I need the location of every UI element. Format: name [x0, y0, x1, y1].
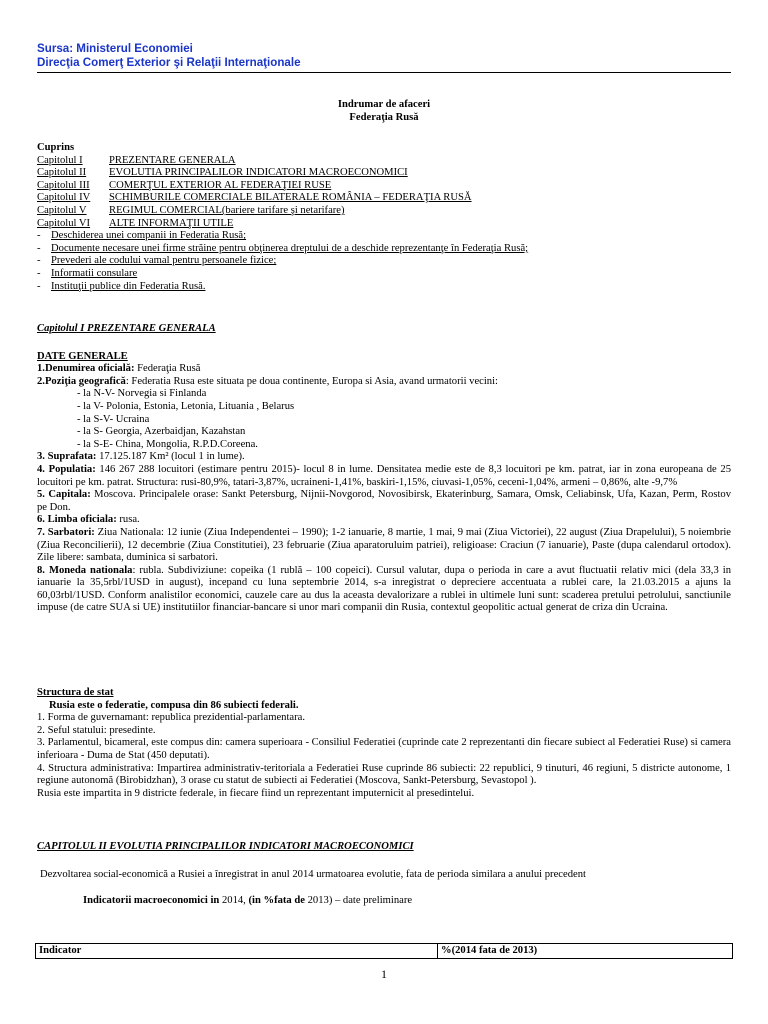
document-title [37, 99, 731, 124]
source-line: Sursa: Ministerul Economiei [37, 42, 193, 55]
chapter-1 [37, 323, 731, 615]
population: 4. Populatia: 146 267 288 locuitori (estimare pentru 2015)- locul 8 in lume. Densitatea medie este de 8,3 locuitori pe km. patrat, iar in zona europeana de 25 locuitori pe km. patrat. Structura: rusi-80,9%, tatari-3,87%, ucraineni-1,41%, baskiri-1,15%, ciuvasi-1,05%, ceceni-1,04%, armeni – 0,86%, alte -9,7% [37, 463, 731, 488]
toc-heading: Cuprins [37, 142, 75, 153]
chapter-2-heading: CAPITOLUL II EVOLUTIA PRINCIPALILOR INDICATORI MACROECONOMICI [37, 841, 414, 852]
toc-item-4[interactable]: - Informatii consulare [37, 267, 138, 279]
toc-chapter-5[interactable]: Capitolul V REGIMUL COMERCIAL (bariere tarifare şi netarifare) [37, 204, 345, 216]
toc-item-2[interactable]: - Documente necesare unei firme străine pentru obţinerea dreptului de a deschide reprezentanţe în Federaţia Rusă; [37, 242, 529, 254]
neighbor-item: - la S-E- China, Mongolia, R.P.D.Coreena. [77, 438, 258, 450]
state-heading: Structura de stat [37, 687, 114, 698]
toc-chapter-1[interactable]: Capitolul I PREZENTARE GENERALA [37, 154, 236, 166]
official-language: 6. Limba oficiala: rusa. [37, 514, 140, 526]
capital: 5. Capitala: Moscova. Principalele orase: Sankt Petersburg, Nijnii-Novgorod, Novosibirsk, Ekaterinburg, Samara, Omsk, Celiabinsk, Ufa, Kazan, Perm, Rostov pe Don. [37, 489, 732, 513]
state-subheading: Rusia este o federatie, compusa din 86 subiecti federali. [49, 699, 299, 711]
neighbor-item: - la V- Polonia, Estonia, Letonia, Lituania , Belarus [77, 400, 295, 412]
toc-item-3[interactable]: - Prevederi ale codului vamal pentru persoanele fizice; [37, 255, 277, 267]
table-header-indicator: Indicator [36, 944, 438, 959]
geographic-position: 2.Poziţia geografică: Federatia Rusa este situata pe doua continente, Europa si Asia, avand urmatorii vecini: [37, 375, 498, 387]
chapter-2 [37, 841, 731, 908]
neighbor-item: - la S- Georgia, Azerbaidjan, Kazahstan [77, 426, 246, 438]
department-line: Direcţia Comerţ Exterior şi Relaţii Internaţionale [37, 55, 301, 69]
neighbor-item: - la N-V- Norvegia si Finlanda [77, 388, 207, 400]
toc-chapter-6[interactable]: Capitolul VI ALTE INFORMAŢII UTILE [37, 217, 234, 229]
holidays: 7. Sarbatori: Ziua Nationala: 12 iunie (Ziua Independentei – 1990); 1-2 ianuarie, 8 martie, 1 mai, 9 mai (Ziua Victoriei), 22 august (Ziua Drapelului), 5 noiembrie (Ziua Reconcilierii), 12 decembrie (Ziua Constitutiei), 23 februarie (Ziua aparatoruluim patriei), religioase: Craciun (7 ianuarie), Paste (dupa calendarul ortodox). Zile libere: sambata, duminica si sarbatori. [37, 526, 731, 564]
state-paragraph: Rusia este impartita in 9 districte federale, in fiecare fiind un reprezentant imputernicit al presedintelui. [37, 787, 475, 799]
toc-chapter-4[interactable]: Capitolul IV SCHIMBURILE COMERCIALE BILATERALE ROMÂNIA – FEDERAŢIA RUSĂ [37, 192, 472, 204]
toc-chapter-2[interactable]: Capitolul II EVOLUTIA PRINCIPALILOR INDICATORI MACROECONOMICI [37, 167, 408, 179]
neighbor-item: - la S-V- Ucraina [77, 413, 150, 425]
table-header-percent: %(2014 fata de 2013) [438, 944, 733, 959]
toc-item-5[interactable]: - Instituţii publice din Federatia Rusă. [37, 280, 206, 292]
toc-item-1[interactable]: - Deschiderea unei companii in Federatia Rusă; [37, 230, 247, 242]
table-header-row [36, 944, 733, 959]
state-paragraph: 2. Seful statului: presedinte. [37, 724, 156, 736]
title-line-2: Federaţia Rusă [349, 111, 419, 123]
state-paragraph: 4. Structura administrativa: Impartirea administrativ-teritoriala a Federatiei Ruse cuprinde 86 subiecti: 22 republici, 9 tinuturi, 46 regiuni, 5 districte autonome, 1 regiune autonomă (Birobidzhan), 3 orase cu statut de subiecti ai Federatiei (Moscova, Sankt-Petersburg, Sevastopol ). [37, 762, 731, 787]
official-name: 1.Denumirea oficială: Federaţia Rusă [37, 363, 201, 375]
state-structure [37, 687, 731, 800]
indicators-table [35, 943, 733, 959]
toc-chapter-3[interactable]: Capitolul III COMERŢUL EXTERIOR AL FEDERAŢIEI RUSE [37, 179, 332, 191]
chapter-1-heading: Capitolul I PREZENTARE GENERALA [37, 323, 216, 334]
state-paragraph: 1. Forma de guvernamant: republica prezidential-parlamentara. [37, 712, 305, 724]
general-data-heading: DATE GENERALE [37, 350, 128, 362]
area: 3. Suprafata: 17.125.187 Km² (locul 1 in lume). [37, 451, 245, 463]
chapter-2-intro: Dezvoltarea social-economică a Rusiei a înregistrat in anul 2014 urmatoarea evolutie, fata de perioda similara a anului precedent [40, 868, 586, 880]
state-paragraph: 3. Parlamentul, bicameral, este compus din: camera superioara - Consiliul Federatiei (cuprinde cate 2 reprezentanti din fiecare subiect al Federatiei Ruse) si camera inferioara - Duma de Stat (450 deputati). [37, 737, 731, 761]
source-header [37, 42, 301, 69]
header-divider [37, 72, 731, 73]
currency: 8. Moneda nationala: rubla. Subdiviziune: copeika (1 rublă – 100 copeici). Cursul valutar, dupa o perioda in care a avut fluctuatii relativ mici (dela 33,3 in ianuarie la 35,5rbl/1USD in august), incepand cu luna septembrie 2014, s-a inregistrat o depreciere accentuata a rublei care, la 21.03.2015 a ajuns la 60,03rbl/1USD. Conform analistilor economici, cauzele care au dus la aceasta devalorizare a rublei in ultimele luni sunt: scaderea pretului petrolului, sanctiunile impuse (de catre SUA si UE) institutiilor financiar-bancare si unor mari companii din Rusia, contextul geopolitic actual generat de criza din Ucraina. [37, 564, 731, 614]
indicators-table-title: Indicatorii macroeconomici in 2014, (in %fata de 2013) – date preliminare [83, 895, 413, 907]
page-number: 1 [381, 967, 387, 981]
table-of-contents [37, 142, 731, 293]
title-line-1: Indrumar de afaceri [337, 99, 431, 110]
